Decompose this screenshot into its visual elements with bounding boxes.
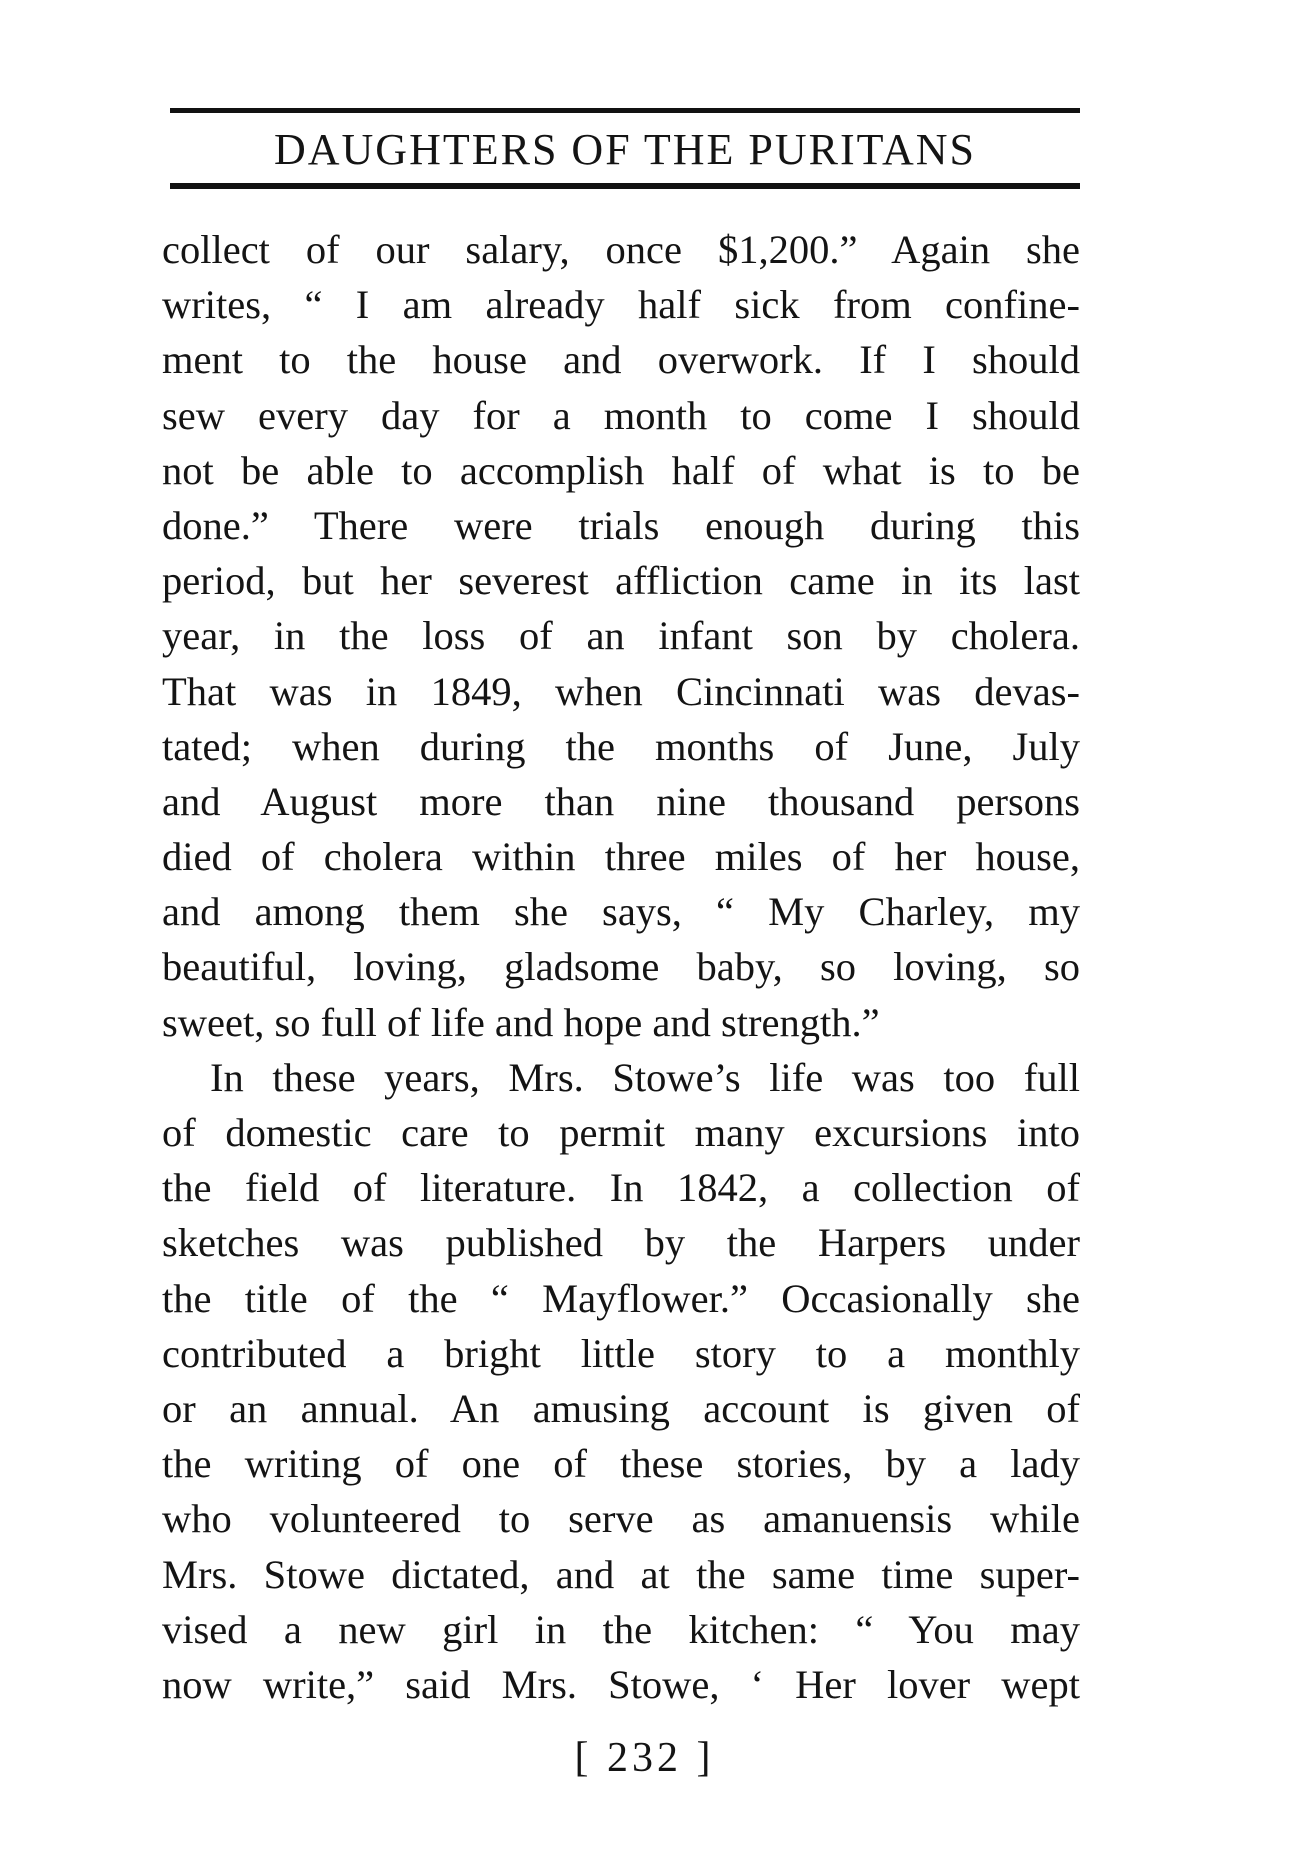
text-line: the title of the “ Mayflower.” Occasionally she (162, 1275, 1080, 1321)
text-line: sweet, so full of life and hope and strength.” (162, 999, 880, 1045)
page-number: [ 232 ] (574, 1735, 715, 1781)
text-line: and among them she says, “ My Charley, my (162, 889, 1080, 935)
text-line: tated; when during the months of June, July (162, 723, 1080, 769)
header-bottom-rule (170, 183, 1080, 189)
text-line: period, but her severest affliction came in its last (162, 558, 1080, 604)
text-line: That was in 1849, when Cincinnati was devas- (162, 668, 1080, 714)
text-line: year, in the loss of an infant son by cholera. (162, 613, 1080, 659)
text-line: beautiful, loving, gladsome baby, so loving, so (162, 944, 1080, 990)
text-line: died of cholera within three miles of her house, (162, 834, 1080, 880)
text-line: who volunteered to serve as amanuensis while (162, 1496, 1080, 1542)
text-line: collect of our salary, once $1,200.” Again she (162, 227, 1080, 272)
header-top-rule (170, 108, 1080, 113)
text-line: done.” There were trials enough during this (162, 502, 1080, 548)
text-line: writes, “ I am already half sick from confine- (162, 282, 1080, 328)
text-line: of domestic care to permit many excursions into (162, 1110, 1080, 1155)
text-line: now write,” said Mrs. Stowe, ‘ Her lover wept (162, 1661, 1080, 1707)
text-line: sketches was published by the Harpers under (162, 1220, 1080, 1266)
text-line: contributed a bright little story to a monthly (162, 1330, 1080, 1376)
body-text (162, 222, 1080, 1712)
text-line: In these years, Mrs. Stowe’s life was too full (210, 1054, 1080, 1100)
text-line: vised a new girl in the kitchen: “ You may (162, 1606, 1080, 1652)
text-line: sew every day for a month to come I should (162, 392, 1080, 438)
text-line: the writing of one of these stories, by a lady (162, 1441, 1080, 1487)
text-line: Mrs. Stowe dictated, and at the same time super- (162, 1551, 1080, 1597)
text-line: ment to the house and overwork. If I should (162, 337, 1080, 383)
text-line: not be able to accomplish half of what is to be (162, 447, 1080, 493)
text-line: and August more than nine thousand persons (162, 778, 1080, 824)
text-line: or an annual. An amusing account is given of (162, 1385, 1080, 1431)
running-head: DAUGHTERS OF THE PURITANS (273, 125, 977, 174)
text-line: the field of literature. In 1842, a collection of (162, 1165, 1080, 1211)
